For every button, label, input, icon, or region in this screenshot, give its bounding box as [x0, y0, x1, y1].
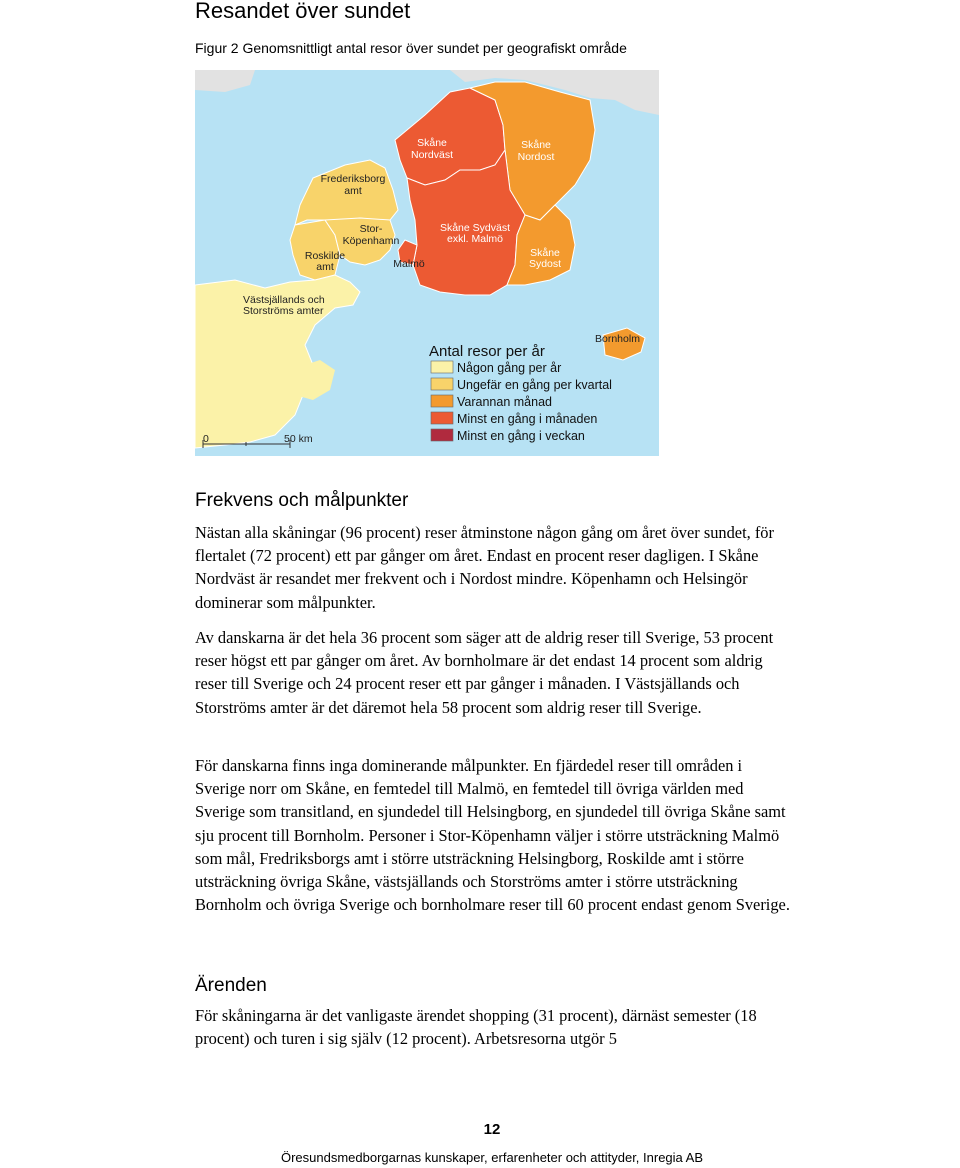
- figure-caption: Figur 2 Genomsnittligt antal resor över sundet per geografiskt område: [195, 40, 627, 56]
- legend-item-3: Varannan månad: [457, 395, 552, 409]
- legend-swatch-5: [431, 429, 453, 441]
- legend-item-2: Ungefär en gång per kvartal: [457, 378, 612, 392]
- subheading-errands: Ärenden: [195, 975, 267, 996]
- svg-text:Nordost: Nordost: [517, 151, 555, 163]
- legend-item-1: Någon gång per år: [457, 361, 562, 375]
- svg-text:Sydost: Sydost: [528, 258, 562, 270]
- label-roskilde: Roskilde: [304, 250, 346, 262]
- page-number: 12: [483, 1121, 501, 1138]
- page-footer: Öresundsmedborgarnas kunskaper, erfarenheter och attityder, Inregia AB: [280, 1150, 704, 1165]
- legend-swatch-3: [431, 395, 453, 407]
- paragraph-frequency: Nästan alla skåningar (96 procent) reser åtminstone någon gång om året över sundet, för flertalet (72 procent) ett par gånger om året. Endast en procent reser dagligen. I Skåne Nordväst är resandet mer frekvent och i Nordost mindre. Köpenhamn och Helsingör dominerar som målpunkter.: [195, 523, 774, 612]
- legend-item-4: Minst en gång i månaden: [457, 412, 598, 426]
- region-map: [195, 70, 659, 456]
- legend-swatch-2: [431, 378, 453, 390]
- svg-text:Nordväst: Nordväst: [410, 149, 454, 161]
- label-skane-nordost: Skåne: [521, 139, 551, 151]
- label-stor-kobenhavn: Stor-: [359, 223, 383, 235]
- label-skane-sydvast: Skåne Sydväst: [439, 222, 511, 234]
- legend-item-5: Minst en gång i veckan: [457, 429, 585, 443]
- scale-end: 50 km: [284, 433, 313, 445]
- svg-text:exkl. Malmö: exkl. Malmö: [446, 233, 504, 245]
- label-skane-sydost: Skåne: [530, 247, 560, 259]
- legend-swatch-1: [431, 361, 453, 373]
- section-title: Resandet över sundet: [195, 0, 411, 23]
- paragraph-danes: Av danskarna är det hela 36 procent som säger att de aldrig reser till Sverige, 53 procent reser högst ett par gånger om året. Av bornholmare är det endast 14 procent som aldrig reser till Sverige och 24 procent reser ett par gånger i månaden. I Västsjällands och Storströms amter är det däremot hela 58 procent som aldrig reser till Sverige.: [195, 628, 774, 717]
- label-frederiksborg: Frederiksborg: [320, 173, 386, 185]
- subheading-frequency: Frekvens och målpunkter: [195, 490, 409, 511]
- paragraph-errands: För skåningarna är det vanligaste ärendet shopping (31 procent), därnäst semester (18 procent) och turen i sig själv (12 procent). Arbetsresorna utgör 5: [195, 1006, 757, 1049]
- svg-text:amt: amt: [316, 261, 334, 273]
- legend-swatch-4: [431, 412, 453, 424]
- label-skane-nordvast: Skåne: [417, 137, 447, 149]
- svg-text:amt: amt: [344, 185, 362, 197]
- label-vastsjalland: Västsjällands och: [243, 294, 325, 306]
- legend-title: Antal resor per år: [429, 343, 545, 360]
- svg-text:Storströms amter: Storströms amter: [243, 305, 324, 317]
- scale-start: 0: [203, 433, 209, 445]
- svg-text:Köpenhamn: Köpenhamn: [342, 235, 400, 247]
- label-bornholm: Bornholm: [595, 333, 640, 345]
- label-malmo: Malmö: [393, 258, 425, 270]
- paragraph-destinations: För danskarna finns inga dominerande målpunkter. En fjärdedel reser till områden i Sverige norr om Skåne, en femtedel till Malmö, en femtedel till övriga världen med Sverige som transitland, en sjundedel till Helsingborg, en sjundedel till övriga Skåne samt sju procent till Bornholm. Personer i Stor-Köpenhamn väljer i större utsträckning Malmö som mål, Fredriksborgs amt i större utsträckning Helsingborg, Roskilde amt i större utsträckning övriga Skåne, västsjällands och Storströms amter i större utsträckning Bornholm och övriga Sverige och bornholmare reser till 60 procent endast genom Sverige.: [195, 756, 790, 915]
